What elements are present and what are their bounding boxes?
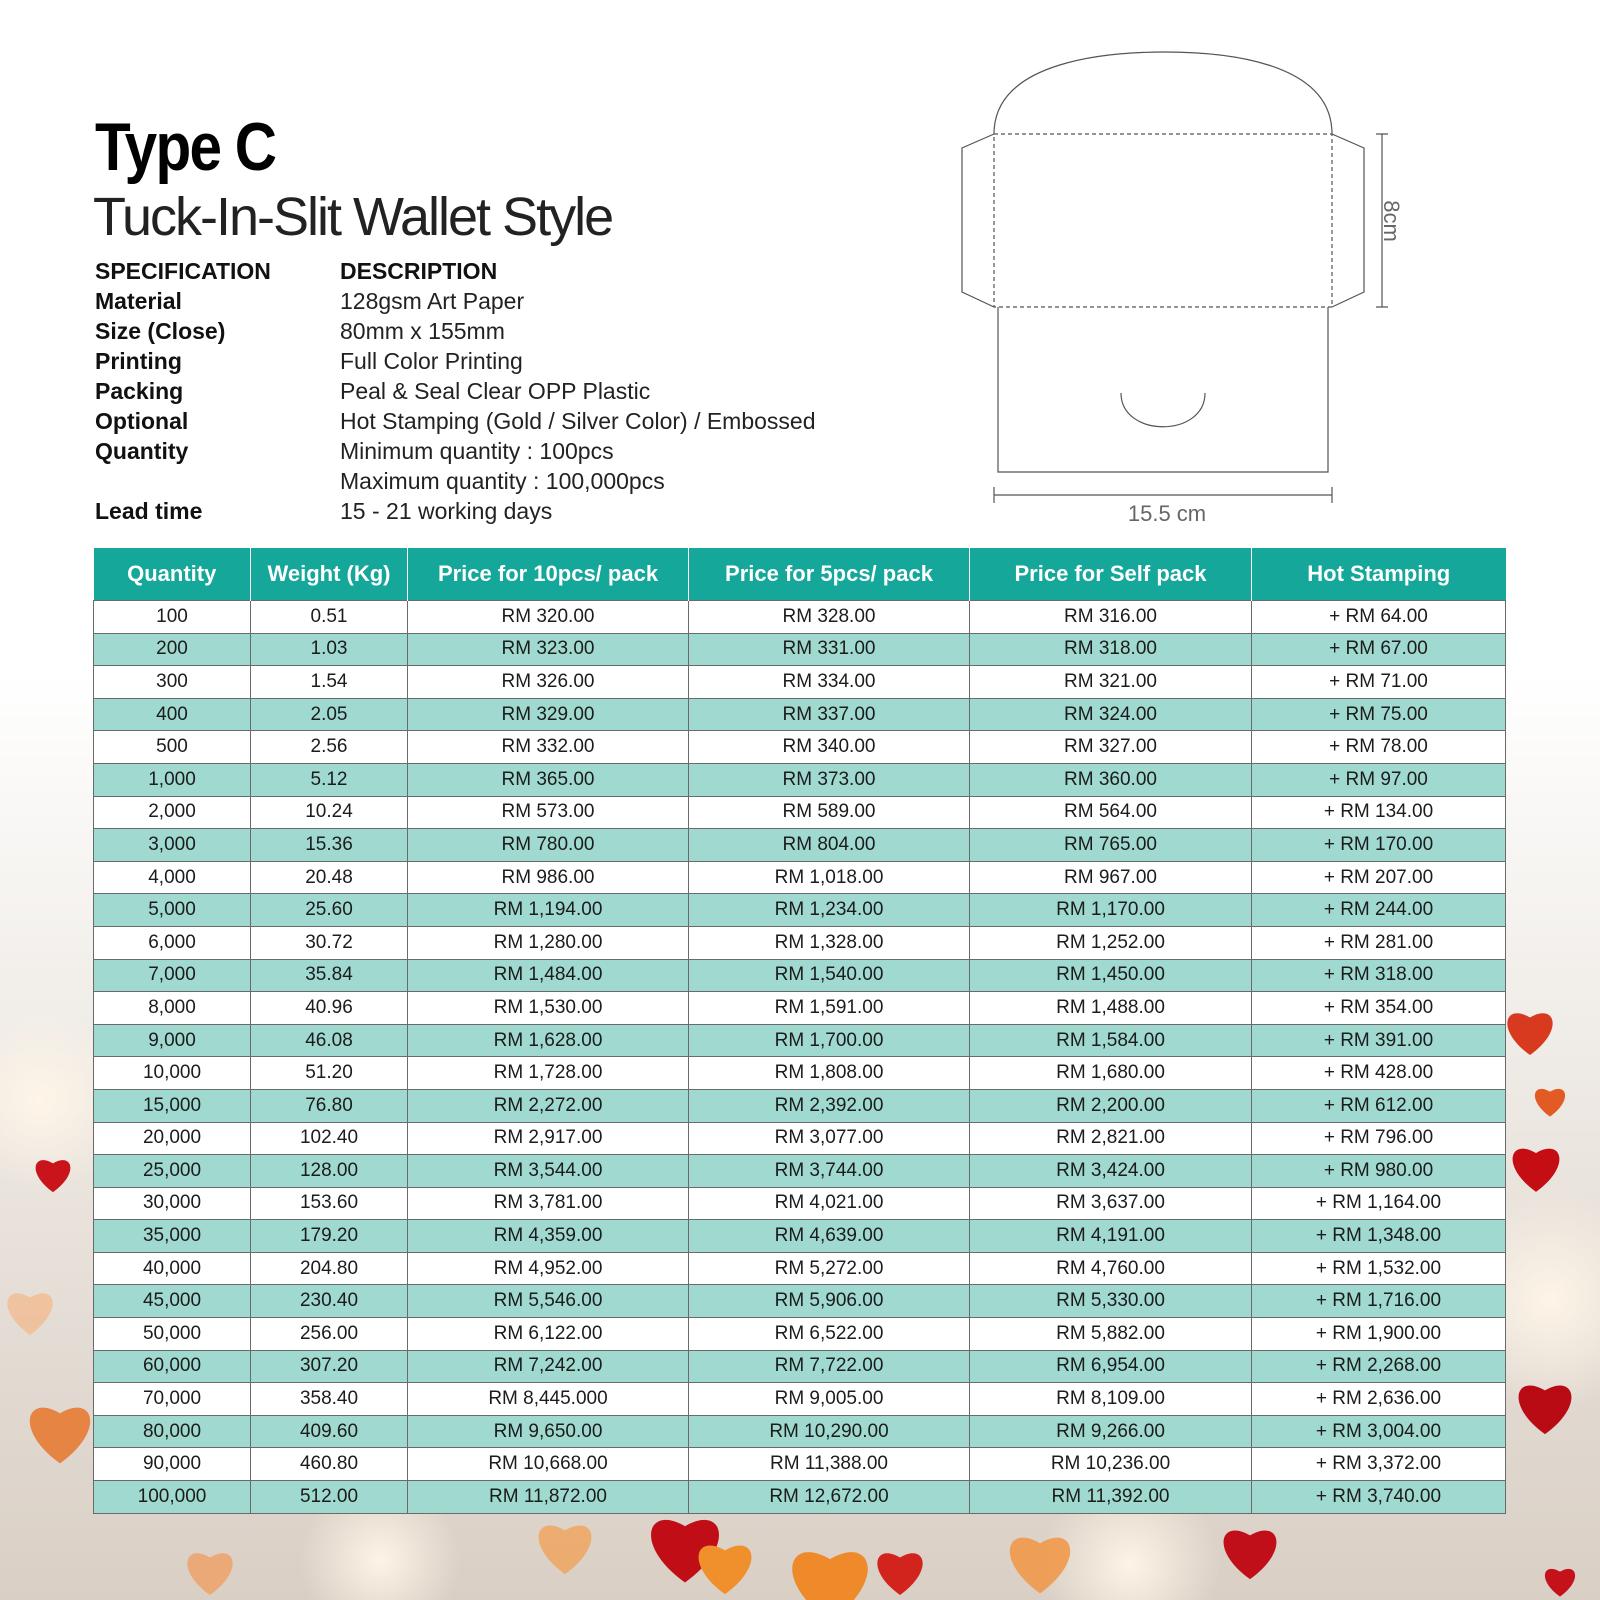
height-label: 8cm: [1379, 200, 1404, 242]
table-row: [94, 1415, 1506, 1448]
envelope-top-flap: [994, 52, 1332, 134]
cell-price-10pcs: RM 9,650.00: [408, 1415, 689, 1448]
price-table: [93, 548, 1506, 1514]
cell-price-5pcs: RM 5,906.00: [689, 1285, 970, 1318]
spec-label: Packing: [95, 378, 184, 404]
cell-weight: 179.20: [251, 1220, 408, 1253]
table-row: [94, 633, 1506, 666]
cell-weight: 20.48: [251, 861, 408, 894]
cell-price-5pcs: RM 11,388.00: [689, 1448, 970, 1481]
cell-weight: 46.08: [251, 1024, 408, 1057]
cell-weight: 230.40: [251, 1285, 408, 1318]
table-row: [94, 1220, 1506, 1253]
cell-quantity: 500: [94, 731, 251, 764]
cell-hot-stamping: + RM 67.00: [1252, 633, 1506, 666]
cell-weight: 409.60: [251, 1415, 408, 1448]
cell-weight: 204.80: [251, 1252, 408, 1285]
spec-row-quantity-max: [95, 466, 816, 496]
cell-weight: 128.00: [251, 1155, 408, 1188]
cell-quantity: 90,000: [94, 1448, 251, 1481]
table-row: [94, 992, 1506, 1025]
cell-price-5pcs: RM 334.00: [689, 666, 970, 699]
cell-hot-stamping: + RM 1,532.00: [1252, 1252, 1506, 1285]
cell-price-10pcs: RM 6,122.00: [408, 1318, 689, 1351]
cell-price-10pcs: RM 1,280.00: [408, 926, 689, 959]
cell-price-10pcs: RM 1,530.00: [408, 992, 689, 1025]
cell-price-self-pack: RM 5,330.00: [970, 1285, 1252, 1318]
spec-value: Hot Stamping (Gold / Silver Color) / Embossed: [340, 408, 816, 434]
cell-price-5pcs: RM 5,272.00: [689, 1252, 970, 1285]
cell-hot-stamping: + RM 391.00: [1252, 1024, 1506, 1057]
cell-price-10pcs: RM 10,668.00: [408, 1448, 689, 1481]
column-header-price-5pcs: Price for 5pcs/ pack: [689, 548, 970, 601]
cell-price-self-pack: RM 1,252.00: [970, 926, 1252, 959]
spec-label: Printing: [95, 348, 182, 374]
cell-price-10pcs: RM 323.00: [408, 633, 689, 666]
cell-price-self-pack: RM 1,450.00: [970, 959, 1252, 992]
cell-hot-stamping: + RM 71.00: [1252, 666, 1506, 699]
cell-price-5pcs: RM 331.00: [689, 633, 970, 666]
cell-price-10pcs: RM 2,272.00: [408, 1089, 689, 1122]
cell-weight: 35.84: [251, 959, 408, 992]
spec-label: Size (Close): [95, 318, 226, 344]
cell-weight: 358.40: [251, 1383, 408, 1416]
cell-price-10pcs: RM 8,445.000: [408, 1383, 689, 1416]
cell-price-10pcs: RM 329.00: [408, 698, 689, 731]
cell-price-10pcs: RM 5,546.00: [408, 1285, 689, 1318]
cell-weight: 30.72: [251, 926, 408, 959]
page-subtitle: Tuck-In-Slit Wallet Style: [93, 187, 613, 247]
cell-price-10pcs: RM 7,242.00: [408, 1350, 689, 1383]
cell-price-5pcs: RM 1,234.00: [689, 894, 970, 927]
spec-value: 128gsm Art Paper: [340, 288, 525, 314]
cell-price-self-pack: RM 321.00: [970, 666, 1252, 699]
spec-row-printing: [95, 346, 816, 376]
table-row: [94, 1089, 1506, 1122]
cell-hot-stamping: + RM 207.00: [1252, 861, 1506, 894]
cell-quantity: 10,000: [94, 1057, 251, 1090]
cell-price-self-pack: RM 4,191.00: [970, 1220, 1252, 1253]
cell-price-10pcs: RM 1,194.00: [408, 894, 689, 927]
spec-row-size: [95, 316, 816, 346]
cell-price-5pcs: RM 373.00: [689, 763, 970, 796]
table-row: [94, 1448, 1506, 1481]
cell-price-10pcs: RM 4,359.00: [408, 1220, 689, 1253]
cell-price-5pcs: RM 328.00: [689, 601, 970, 634]
cell-price-5pcs: RM 10,290.00: [689, 1415, 970, 1448]
table-row: [94, 698, 1506, 731]
cell-price-self-pack: RM 1,170.00: [970, 894, 1252, 927]
cell-price-self-pack: RM 2,821.00: [970, 1122, 1252, 1155]
cell-price-5pcs: RM 3,744.00: [689, 1155, 970, 1188]
cell-price-5pcs: RM 12,672.00: [689, 1481, 970, 1514]
column-header-quantity: Quantity: [94, 548, 251, 601]
cell-weight: 51.20: [251, 1057, 408, 1090]
cell-quantity: 35,000: [94, 1220, 251, 1253]
cell-price-self-pack: RM 360.00: [970, 763, 1252, 796]
cell-weight: 153.60: [251, 1187, 408, 1220]
spec-header-row: [95, 256, 816, 286]
cell-price-self-pack: RM 318.00: [970, 633, 1252, 666]
cell-price-10pcs: RM 2,917.00: [408, 1122, 689, 1155]
cell-weight: 2.05: [251, 698, 408, 731]
table-row: [94, 1350, 1506, 1383]
cell-price-5pcs: RM 1,328.00: [689, 926, 970, 959]
cell-price-self-pack: RM 11,392.00: [970, 1481, 1252, 1514]
cell-price-5pcs: RM 1,540.00: [689, 959, 970, 992]
cell-hot-stamping: + RM 281.00: [1252, 926, 1506, 959]
cell-quantity: 5,000: [94, 894, 251, 927]
spec-heading-value: DESCRIPTION: [340, 258, 498, 284]
spec-value: Full Color Printing: [340, 348, 523, 374]
cell-hot-stamping: + RM 980.00: [1252, 1155, 1506, 1188]
cell-hot-stamping: + RM 134.00: [1252, 796, 1506, 829]
table-row: [94, 926, 1506, 959]
cell-quantity: 1,000: [94, 763, 251, 796]
cell-price-self-pack: RM 1,680.00: [970, 1057, 1252, 1090]
cell-hot-stamping: + RM 796.00: [1252, 1122, 1506, 1155]
cell-price-self-pack: RM 324.00: [970, 698, 1252, 731]
cell-quantity: 50,000: [94, 1318, 251, 1351]
cell-weight: 256.00: [251, 1318, 408, 1351]
cell-hot-stamping: + RM 3,372.00: [1252, 1448, 1506, 1481]
cell-quantity: 60,000: [94, 1350, 251, 1383]
cell-hot-stamping: + RM 1,716.00: [1252, 1285, 1506, 1318]
table-row: [94, 1187, 1506, 1220]
spec-heading-label: SPECIFICATION: [95, 258, 271, 284]
spec-label: [95, 466, 340, 496]
cell-hot-stamping: + RM 612.00: [1252, 1089, 1506, 1122]
table-header-row: [94, 548, 1506, 601]
cell-quantity: 4,000: [94, 861, 251, 894]
spec-label: Material: [95, 288, 182, 314]
cell-price-self-pack: RM 316.00: [970, 601, 1252, 634]
table-row: [94, 1285, 1506, 1318]
cell-weight: 15.36: [251, 829, 408, 862]
envelope-front-panel: [994, 134, 1332, 307]
table-row: [94, 1481, 1506, 1514]
cell-price-self-pack: RM 10,236.00: [970, 1448, 1252, 1481]
cell-price-10pcs: RM 332.00: [408, 731, 689, 764]
cell-price-self-pack: RM 1,584.00: [970, 1024, 1252, 1057]
cell-price-5pcs: RM 4,639.00: [689, 1220, 970, 1253]
cell-price-self-pack: RM 765.00: [970, 829, 1252, 862]
spec-row-quantity: [95, 436, 816, 466]
cell-price-10pcs: RM 11,872.00: [408, 1481, 689, 1514]
cell-hot-stamping: + RM 78.00: [1252, 731, 1506, 764]
cell-price-10pcs: RM 4,952.00: [408, 1252, 689, 1285]
table-row: [94, 959, 1506, 992]
cell-hot-stamping: + RM 2,268.00: [1252, 1350, 1506, 1383]
cell-price-5pcs: RM 2,392.00: [689, 1089, 970, 1122]
cell-quantity: 100: [94, 601, 251, 634]
cell-weight: 10.24: [251, 796, 408, 829]
cell-price-10pcs: RM 320.00: [408, 601, 689, 634]
cell-weight: 40.96: [251, 992, 408, 1025]
envelope-bottom-panel: [998, 307, 1328, 472]
cell-price-5pcs: RM 1,700.00: [689, 1024, 970, 1057]
cell-hot-stamping: + RM 1,900.00: [1252, 1318, 1506, 1351]
table-row: [94, 763, 1506, 796]
cell-price-self-pack: RM 4,760.00: [970, 1252, 1252, 1285]
spec-value: Minimum quantity : 100pcs: [340, 438, 614, 464]
cell-hot-stamping: + RM 170.00: [1252, 829, 1506, 862]
cell-price-10pcs: RM 1,628.00: [408, 1024, 689, 1057]
table-row: [94, 861, 1506, 894]
cell-price-10pcs: RM 365.00: [408, 763, 689, 796]
cell-price-10pcs: RM 573.00: [408, 796, 689, 829]
column-header-price-10pcs: Price for 10pcs/ pack: [408, 548, 689, 601]
cell-weight: 2.56: [251, 731, 408, 764]
spec-row-optional: [95, 406, 816, 436]
cell-hot-stamping: + RM 354.00: [1252, 992, 1506, 1025]
cell-quantity: 80,000: [94, 1415, 251, 1448]
table-row: [94, 1383, 1506, 1416]
spec-value: Maximum quantity : 100,000pcs: [340, 468, 665, 494]
cell-quantity: 300: [94, 666, 251, 699]
cell-hot-stamping: + RM 2,636.00: [1252, 1383, 1506, 1416]
table-row: [94, 1318, 1506, 1351]
cell-price-self-pack: RM 327.00: [970, 731, 1252, 764]
table-row: [94, 829, 1506, 862]
cell-hot-stamping: + RM 3,004.00: [1252, 1415, 1506, 1448]
cell-quantity: 100,000: [94, 1481, 251, 1514]
cell-price-5pcs: RM 804.00: [689, 829, 970, 862]
cell-price-5pcs: RM 1,591.00: [689, 992, 970, 1025]
cell-quantity: 25,000: [94, 1155, 251, 1188]
cell-hot-stamping: + RM 64.00: [1252, 601, 1506, 634]
cell-price-5pcs: RM 1,808.00: [689, 1057, 970, 1090]
cell-price-self-pack: RM 3,424.00: [970, 1155, 1252, 1188]
cell-weight: 512.00: [251, 1481, 408, 1514]
table-row: [94, 1024, 1506, 1057]
cell-price-self-pack: RM 1,488.00: [970, 992, 1252, 1025]
spec-value: 80mm x 155mm: [340, 318, 505, 344]
cell-price-5pcs: RM 589.00: [689, 796, 970, 829]
envelope-left-side-flap: [962, 134, 994, 307]
cell-hot-stamping: + RM 428.00: [1252, 1057, 1506, 1090]
table-row: [94, 1057, 1506, 1090]
cell-quantity: 30,000: [94, 1187, 251, 1220]
page-title: Type C: [95, 109, 276, 185]
cell-quantity: 7,000: [94, 959, 251, 992]
spec-label: Optional: [95, 408, 189, 434]
cell-price-self-pack: RM 2,200.00: [970, 1089, 1252, 1122]
specification-list: [95, 256, 816, 526]
cell-price-10pcs: RM 3,544.00: [408, 1155, 689, 1188]
spec-label: Lead time: [95, 498, 203, 524]
cell-price-5pcs: RM 340.00: [689, 731, 970, 764]
cell-price-10pcs: RM 326.00: [408, 666, 689, 699]
column-header-price-self-pack: Price for Self pack: [970, 548, 1252, 601]
envelope-right-side-flap: [1332, 134, 1364, 307]
cell-price-5pcs: RM 3,077.00: [689, 1122, 970, 1155]
spec-value: Peal & Seal Clear OPP Plastic: [340, 378, 651, 404]
cell-price-5pcs: RM 4,021.00: [689, 1187, 970, 1220]
cell-price-self-pack: RM 8,109.00: [970, 1383, 1252, 1416]
column-header-hot-stamping: Hot Stamping: [1252, 548, 1506, 601]
cell-hot-stamping: + RM 1,164.00: [1252, 1187, 1506, 1220]
cell-hot-stamping: + RM 244.00: [1252, 894, 1506, 927]
cell-weight: 25.60: [251, 894, 408, 927]
cell-price-10pcs: RM 1,728.00: [408, 1057, 689, 1090]
cell-price-self-pack: RM 564.00: [970, 796, 1252, 829]
cell-quantity: 20,000: [94, 1122, 251, 1155]
table-row: [94, 796, 1506, 829]
spec-row-packing: [95, 376, 816, 406]
table-row: [94, 1122, 1506, 1155]
table-row: [94, 894, 1506, 927]
cell-price-self-pack: RM 3,637.00: [970, 1187, 1252, 1220]
cell-weight: 76.80: [251, 1089, 408, 1122]
cell-quantity: 2,000: [94, 796, 251, 829]
cell-weight: 460.80: [251, 1448, 408, 1481]
spec-value: 15 - 21 working days: [340, 498, 553, 524]
cell-weight: 5.12: [251, 763, 408, 796]
cell-quantity: 40,000: [94, 1252, 251, 1285]
table-row: [94, 1252, 1506, 1285]
tuck-slit: [1121, 393, 1205, 427]
cell-quantity: 400: [94, 698, 251, 731]
cell-hot-stamping: + RM 75.00: [1252, 698, 1506, 731]
cell-price-5pcs: RM 7,722.00: [689, 1350, 970, 1383]
cell-quantity: 6,000: [94, 926, 251, 959]
cell-weight: 102.40: [251, 1122, 408, 1155]
cell-price-self-pack: RM 9,266.00: [970, 1415, 1252, 1448]
spec-row-material: [95, 286, 816, 316]
cell-hot-stamping: + RM 1,348.00: [1252, 1220, 1506, 1253]
cell-price-10pcs: RM 1,484.00: [408, 959, 689, 992]
cell-price-self-pack: RM 967.00: [970, 861, 1252, 894]
cell-price-self-pack: RM 6,954.00: [970, 1350, 1252, 1383]
cell-quantity: 200: [94, 633, 251, 666]
table-row: [94, 1155, 1506, 1188]
cell-price-5pcs: RM 6,522.00: [689, 1318, 970, 1351]
cell-price-self-pack: RM 5,882.00: [970, 1318, 1252, 1351]
table-row: [94, 666, 1506, 699]
envelope-dieline-diagram: [930, 40, 1410, 540]
cell-weight: 307.20: [251, 1350, 408, 1383]
cell-weight: 0.51: [251, 601, 408, 634]
cell-quantity: 3,000: [94, 829, 251, 862]
table-row: [94, 601, 1506, 634]
cell-price-5pcs: RM 337.00: [689, 698, 970, 731]
cell-price-5pcs: RM 9,005.00: [689, 1383, 970, 1416]
cell-price-5pcs: RM 1,018.00: [689, 861, 970, 894]
spec-row-lead-time: [95, 496, 816, 526]
cell-hot-stamping: + RM 318.00: [1252, 959, 1506, 992]
cell-quantity: 70,000: [94, 1383, 251, 1416]
cell-price-10pcs: RM 780.00: [408, 829, 689, 862]
cell-price-10pcs: RM 3,781.00: [408, 1187, 689, 1220]
cell-quantity: 45,000: [94, 1285, 251, 1318]
cell-quantity: 15,000: [94, 1089, 251, 1122]
cell-weight: 1.03: [251, 633, 408, 666]
cell-quantity: 8,000: [94, 992, 251, 1025]
table-row: [94, 731, 1506, 764]
price-table-body: [94, 601, 1506, 1514]
column-header-weight: Weight (Kg): [251, 548, 408, 601]
cell-hot-stamping: + RM 97.00: [1252, 763, 1506, 796]
spec-label: Quantity: [95, 438, 189, 464]
width-label: 15.5 cm: [1127, 501, 1207, 526]
cell-weight: 1.54: [251, 666, 408, 699]
cell-price-10pcs: RM 986.00: [408, 861, 689, 894]
cell-hot-stamping: + RM 3,740.00: [1252, 1481, 1506, 1514]
cell-quantity: 9,000: [94, 1024, 251, 1057]
